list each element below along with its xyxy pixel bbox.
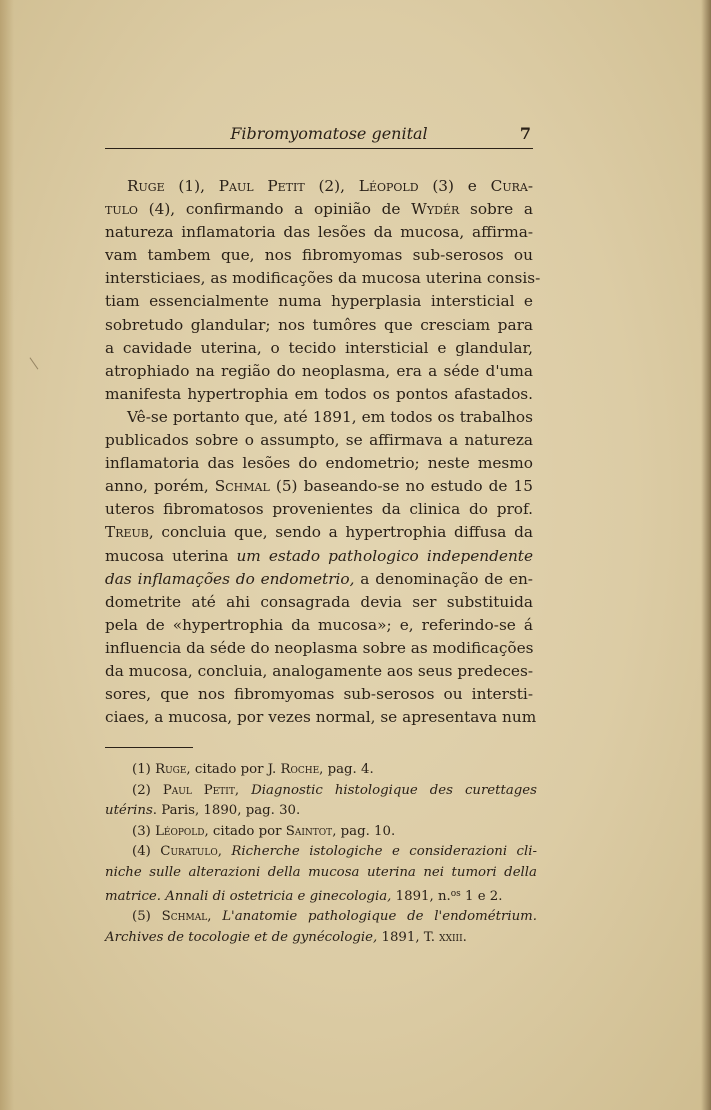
footnote-3: (3) Léopold, citado por Saintot, pag. 10. xyxy=(132,823,396,839)
page-header xyxy=(105,124,533,150)
text-line-23: sores, que nos fibromyomas sub-serosos ou intersti- xyxy=(105,685,533,704)
footnote-rule xyxy=(105,747,193,748)
text-line-3: natureza inflamatoria das lesões da mucosa, affirma- xyxy=(105,223,533,242)
text-line-14: anno, porém, Schmal (5) baseando-se no estudo de 15 xyxy=(105,477,533,496)
text-line-12: publicados sobre o assumpto, se affirmava a natureza xyxy=(105,431,533,450)
text-line-2: tulo (4), confirmando a opinião de Wydér sobre a xyxy=(105,200,533,219)
text-line-9: atrophiado na região do neoplasma, era a séde d'uma xyxy=(105,361,533,380)
header-rule xyxy=(105,148,533,149)
text-line-10: manifesta hypertrophia em todos os pontos afastados. xyxy=(105,384,533,403)
footnotes xyxy=(105,760,537,948)
text-line-15: uteros fibromatosos provenientes da clinica do prof. xyxy=(105,500,533,519)
footnote-5: (5) Schmal, L'anatomie pathologique de l'endométrium. xyxy=(132,909,537,925)
text-line-24: ciaes, a mucosa, por vezes normal, se apresentava num xyxy=(105,708,537,727)
page-number: 7 xyxy=(519,124,531,143)
text-line-13: inflamatoria das lesões do endometrio; neste mesmo xyxy=(105,454,533,473)
footnote-5-cont: Archives de tocologie et de gynécologie, 1891, T. xxiii. xyxy=(105,929,467,945)
text-line-20: pela de «hypertrophia da mucosa»; e, referindo-se á xyxy=(105,615,533,634)
footnote-1: (1) Ruge, citado por J. Roche, pag. 4. xyxy=(132,762,374,777)
margin-mark xyxy=(30,355,43,370)
text-line-18: das inflamações do endometrio, a denominação de en- xyxy=(105,569,533,588)
page-left-shadow xyxy=(0,0,14,1110)
text-line-6: tiam essencialmente numa hyperplasia intersticial e xyxy=(105,292,533,311)
text-line-8: a cavidade uterina, o tecido intersticial e glandular, xyxy=(105,338,533,357)
text-line-19: dometrite até ahi consagrada devia ser substituida xyxy=(105,592,533,611)
running-title: Fibromyomatose genital xyxy=(230,124,428,143)
page-right-edge xyxy=(701,0,711,1110)
text-line-16: Treub, concluia que, sendo a hypertrophia diffusa da xyxy=(105,523,533,542)
text-line-21: influencia da séde do neoplasma sobre as modificações xyxy=(105,638,534,657)
text-line-11: Vê-se portanto que, até 1891, em todos os trabalhos xyxy=(127,407,533,426)
text-line-22: da mucosa, concluia, analogamente aos seus predeces- xyxy=(105,661,534,680)
text-line-17: mucosa uterina um estado pathologico independente xyxy=(105,546,534,565)
footnote-4-cont-2: matrice. Annali di ostetricia e ginecologia, 1891, n.$^{os}$ 1 e 2. xyxy=(105,888,503,904)
footnote-4-cont: niche sulle alterazioni della mucosa uterina nei tumori della xyxy=(105,864,537,880)
footnote-2: (2) Paul Petit, Diagnostic histologique des curettages xyxy=(132,782,537,798)
text-line-5: intersticiaes, as modificações da mucosa uterina consis- xyxy=(105,269,541,288)
footnote-2-cont: utérins. Paris, 1890, pag. 30. xyxy=(105,803,301,819)
text-line-1: Ruge (1), Paul Petit (2), Léopold (3) e Cura- xyxy=(127,177,533,195)
text-line-7: sobretudo glandular; nos tumôres que cresciam para xyxy=(105,315,533,334)
footnote-4: (4) Curatulo, Richerche istologiche e considerazioni cli- xyxy=(132,844,537,860)
text-line-4: vam tambem que, nos fibromyomas sub-serosos ou xyxy=(105,246,533,265)
body-text xyxy=(105,175,541,729)
